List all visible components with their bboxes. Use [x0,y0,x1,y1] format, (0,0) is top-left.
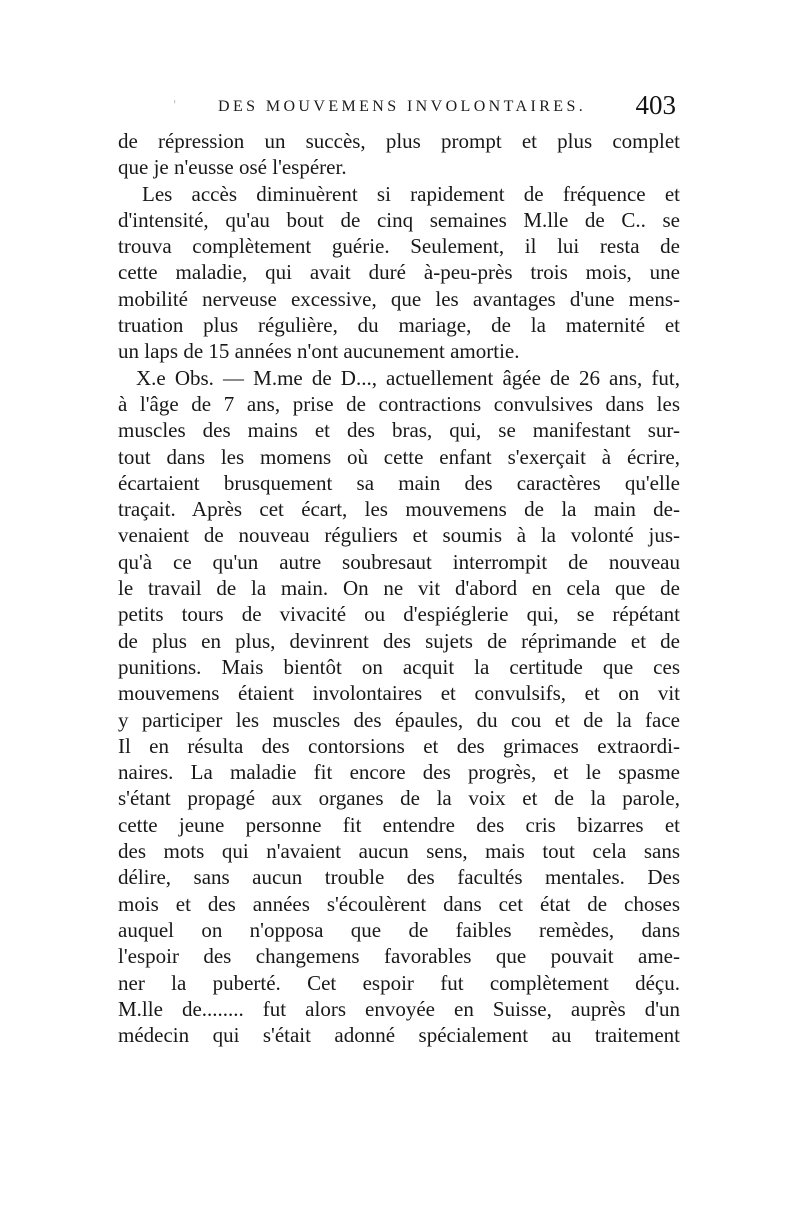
text-line: de répression un succès, plus prompt et plus complet [118,129,680,153]
text-line: s'étant propagé aux organes de la voix et de la parole, [118,786,680,811]
text-line: punitions. Mais bientôt on acquit la certitude que ces [118,654,680,679]
text-line: écartaient brusquement sa main des caractères qu'elle [118,470,680,495]
margin-mark: ' [173,98,177,112]
text-line: traçait. Après cet écart, les mouvemens de la main de- [118,497,680,522]
text-line: d'intensité, qu'au bout de cinq semaines M.lle de C.. se [118,207,680,232]
text-line: petits tours de vivacité ou d'espiéglerie qui, se répétant [118,602,680,627]
text-line: muscles des mains et des bras, qui, se manifestant sur- [118,418,680,443]
text-line: naires. La maladie fit encore des progrès, et le spasme [118,760,680,785]
page-number: 403 [635,90,676,120]
text-line: truation plus régulière, du mariage, de la maternité et [118,313,680,338]
text-line: mobilité nerveuse excessive, que les avantages d'une mens- [118,286,680,311]
text-line: délire, sans aucun trouble des facultés mentales. Des [118,865,680,890]
text-line: cette maladie, qui avait duré à-peu-près trois mois, une [118,260,680,285]
text-line: Les accès diminuèrent si rapidement de fréquence et [142,181,680,206]
text-line: mois et des années s'écoulèrent dans cet état de choses [118,891,680,916]
text-line: Il en résulta des contorsions et des grimaces extraordi- [118,733,680,758]
text-line: ner la puberté. Cet espoir fut complètement déçu. [118,970,680,995]
text-line: cette jeune personne fit entendre des cris bizarres et [118,812,680,837]
text-line: auquel on n'opposa que de faibles remèdes, dans [118,917,680,942]
text-line: trouva complètement guérie. Seulement, il lui resta de [118,234,680,259]
text-line: un laps de 15 années n'ont aucunement amortie. [118,339,520,364]
text-line: le travail de la main. On ne vit d'abord en cela que de [118,576,680,601]
body-text [118,128,680,1048]
text-line: y participer les muscles des épaules, du cou et de la face [118,707,680,732]
text-line: des mots qui n'avaient aucun sens, mais tout cela sans [118,839,680,864]
text-line: que je n'eusse osé l'espérer. [118,155,347,180]
text-line: mouvemens étaient involontaires et convulsifs, et on vit [118,681,680,706]
page-header [118,90,680,126]
text-line: tout dans les momens où cette enfant s'exerçait à écrire, [118,444,680,469]
text-line: M.lle de........ fut alors envoyée en Suisse, auprès d'un [118,996,680,1021]
text-line: venaient de nouveau réguliers et soumis à la volonté jus- [118,523,680,548]
text-line: X.e Obs. — M.me de D..., actuellement âgée de 26 ans, fut, [136,365,680,390]
text-line: à l'âge de 7 ans, prise de contractions convulsives dans les [118,391,680,416]
text-line: qu'à ce qu'un autre soubresaut interrompit de nouveau [118,549,680,574]
text-line: de plus en plus, devinrent des sujets de réprimande et de [118,628,680,653]
text-line: l'espoir des changemens favorables que pouvait ame- [118,944,680,969]
running-title: DES MOUVEMENS INVOLONTAIRES. [218,98,587,115]
text-line: médecin qui s'était adonné spécialement au traitement [118,1023,680,1048]
